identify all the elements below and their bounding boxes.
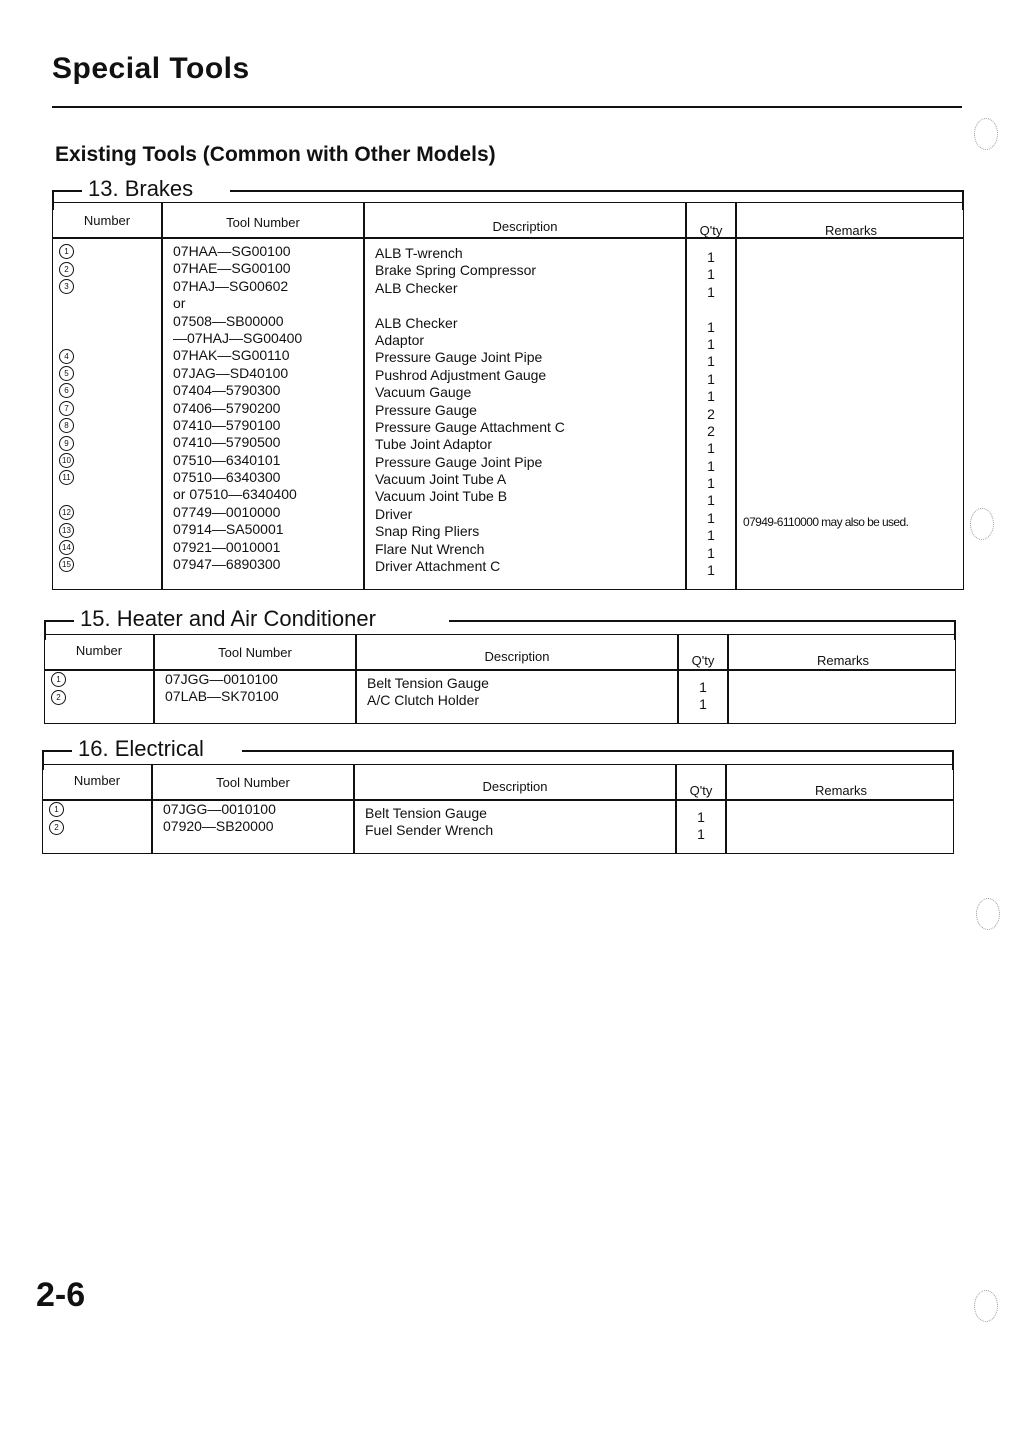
qty-column [677,809,725,844]
binder-hole-mark [974,1290,998,1322]
cell-text: 07410—5790500 [173,434,281,451]
section-title: 15. Heater and Air Conditioner [80,606,382,632]
remark-text: 07949-6110000 may also be used. [743,515,909,529]
cell-text: 07914—SA50001 [173,521,284,538]
cell-text: Driver Attachment C [375,558,501,575]
cell-text: 07JGG—0010100 [165,671,278,687]
circled-number: 2 [51,690,66,705]
section-header [44,606,956,636]
item-number [59,365,155,382]
qty-value: 1 [707,509,715,526]
circled-number: 12 [59,505,74,520]
number-column [49,801,145,836]
qty-value: 2 [707,405,715,422]
cell-text: —07HAJ—SG00400 [173,329,303,346]
number-column [59,243,155,573]
header-qty: Q'ty [691,653,715,668]
header-description: Description [492,219,558,234]
cell-text: Brake Spring Compressor [375,262,537,279]
cell-text: Adaptor [375,331,425,348]
heater-ac-table [44,634,956,724]
qty-value: 1 [707,440,715,457]
item-number [59,243,155,260]
tool-number-column [165,671,355,706]
number-column [51,671,147,706]
qty-value: 1 [697,826,705,843]
qty-value: 1 [707,370,715,387]
item-number [51,688,147,705]
circled-number: 15 [59,557,74,572]
qty-column [679,679,727,714]
cell-text: Fuel Sender Wrench [365,822,494,839]
circled-number: 13 [59,523,74,538]
qty-value: 1 [707,492,715,509]
qty-value [687,301,735,318]
brakes-table [52,202,964,590]
cell-text: 07JGG—0010100 [163,801,276,817]
cell-text: 07920—SB20000 [163,818,274,835]
cell-text: 07HAA—SG00100 [173,243,291,259]
item-number [59,382,155,399]
item-number [59,278,155,295]
circled-number: 8 [59,418,74,433]
item-number [59,313,155,330]
cell-text: Flare Nut Wrench [375,540,485,557]
item-number [49,801,145,818]
cell-text: 07508—SB00000 [173,312,284,329]
section-title: 16. Electrical [78,736,210,762]
cell-text: Tube Joint Adaptor [375,436,493,453]
item-number [59,347,155,364]
cell-text: Pressure Gauge [375,401,477,418]
cell-text: 07947—6890300 [173,556,281,573]
qty-value: 1 [699,679,707,695]
cell-text: Vacuum Joint Tube B [375,488,508,505]
item-number [59,521,155,538]
binder-hole-mark [974,118,998,150]
cell-text: ALB T-wrench [375,245,463,261]
cell-text: Snap Ring Pliers [375,523,480,540]
item-number [59,556,155,573]
section-brakes [52,176,964,590]
cell-text: Pressure Gauge Joint Pipe [375,453,543,470]
cell-text: 07HAJ—SG00602 [173,277,289,294]
circled-number: 11 [59,470,74,485]
cell-text: 07749—0010000 [173,503,281,520]
header-remarks: Remarks [816,653,869,668]
section-title: 13. Brakes [88,176,199,202]
cell-text [375,297,685,314]
item-number [51,671,147,688]
circled-number: 4 [59,349,74,364]
cell-text: 07510—6340101 [173,451,281,468]
header-qty: Q'ty [689,783,713,798]
cell-text: Vacuum Joint Tube A [375,471,507,488]
cell-text: 07LAB—SK70100 [165,688,279,705]
description-column [367,675,677,710]
item-number [59,295,155,312]
section-header [42,736,954,766]
qty-value: 1 [707,457,715,474]
qty-value: 1 [699,696,707,713]
cell-text: 07921—0010001 [173,538,281,555]
qty-value: 1 [707,388,715,405]
cell-text: Pushrod Adjustment Gauge [375,366,547,383]
circled-number: 2 [59,262,74,277]
qty-value: 1 [707,475,715,492]
electrical-table [42,764,954,854]
item-number [59,330,155,347]
title-rule [52,106,962,108]
cell-text: Vacuum Gauge [375,384,472,401]
item-number [59,539,155,556]
qty-column [687,249,735,579]
header-tool-number: Tool Number [218,645,292,660]
qty-value: 1 [697,809,705,825]
qty-value: 1 [707,266,715,283]
item-number [59,400,155,417]
cell-text: Driver [375,505,413,522]
circled-number: 6 [59,383,74,398]
cell-text: 07410—5790100 [173,416,281,433]
qty-value: 1 [707,335,715,352]
header-number: Number [75,643,123,658]
header-number: Number [73,773,121,788]
description-column [365,805,675,840]
cell-text: or 07510—6340400 [173,486,297,503]
cell-text: 07406—5790200 [173,399,281,416]
header-remarks: Remarks [814,783,867,798]
header-qty: Q'ty [699,223,723,238]
tool-number-column [163,801,353,836]
binder-hole-mark [970,508,994,540]
description-column [375,245,685,575]
page-title: Special Tools [52,52,250,85]
qty-value: 1 [707,318,715,335]
circled-number: 9 [59,436,74,451]
cell-text: or [173,295,186,312]
cell-text: Belt Tension Gauge [365,805,487,821]
item-number [59,417,155,434]
cell-text: 07HAE—SG00100 [173,260,291,277]
cell-text: 07JAG—SD40100 [173,364,289,381]
circled-number: 1 [51,672,66,687]
cell-text: 07510—6340300 [173,469,281,486]
qty-value: 1 [707,283,715,300]
section-electrical [42,736,954,856]
cell-text: ALB Checker [375,279,458,296]
item-number [59,504,155,521]
qty-value: 1 [707,562,715,579]
binder-hole-mark [976,898,1000,930]
item-number [59,434,155,451]
header-remarks: Remarks [824,223,877,238]
qty-value: 1 [707,544,715,561]
qty-value: 1 [707,249,715,265]
cell-text: ALB Checker [375,314,458,331]
cell-text: 07HAK—SG00110 [173,347,290,364]
tool-number-column [173,243,363,573]
cell-text: A/C Clutch Holder [367,692,480,709]
item-number [59,486,155,503]
header-number: Number [83,213,131,228]
cell-text: Belt Tension Gauge [367,675,489,691]
item-number [59,452,155,469]
header-tool-number: Tool Number [216,775,290,790]
cell-text: Pressure Gauge Attachment C [375,418,565,435]
qty-value: 2 [707,422,715,439]
section-heater-ac [44,606,956,724]
circled-number: 3 [59,279,74,294]
header-description: Description [484,649,550,664]
cell-text: Pressure Gauge Joint Pipe [375,349,543,366]
circled-number: 1 [49,802,64,817]
header-description: Description [482,779,548,794]
circled-number: 2 [49,820,64,835]
circled-number: 1 [59,244,74,259]
header-tool-number: Tool Number [226,215,300,230]
item-number [49,818,145,835]
circled-number: 5 [59,366,74,381]
item-number [59,260,155,277]
circled-number: 7 [59,401,74,416]
cell-text: 07404—5790300 [173,382,281,399]
item-number [59,469,155,486]
circled-number: 14 [59,540,74,555]
page-subtitle: Existing Tools (Common with Other Models) [55,143,496,166]
qty-value: 1 [707,527,715,544]
qty-value: 1 [707,353,715,370]
page-number: 2-6 [36,1276,86,1314]
circled-number: 10 [59,453,74,468]
